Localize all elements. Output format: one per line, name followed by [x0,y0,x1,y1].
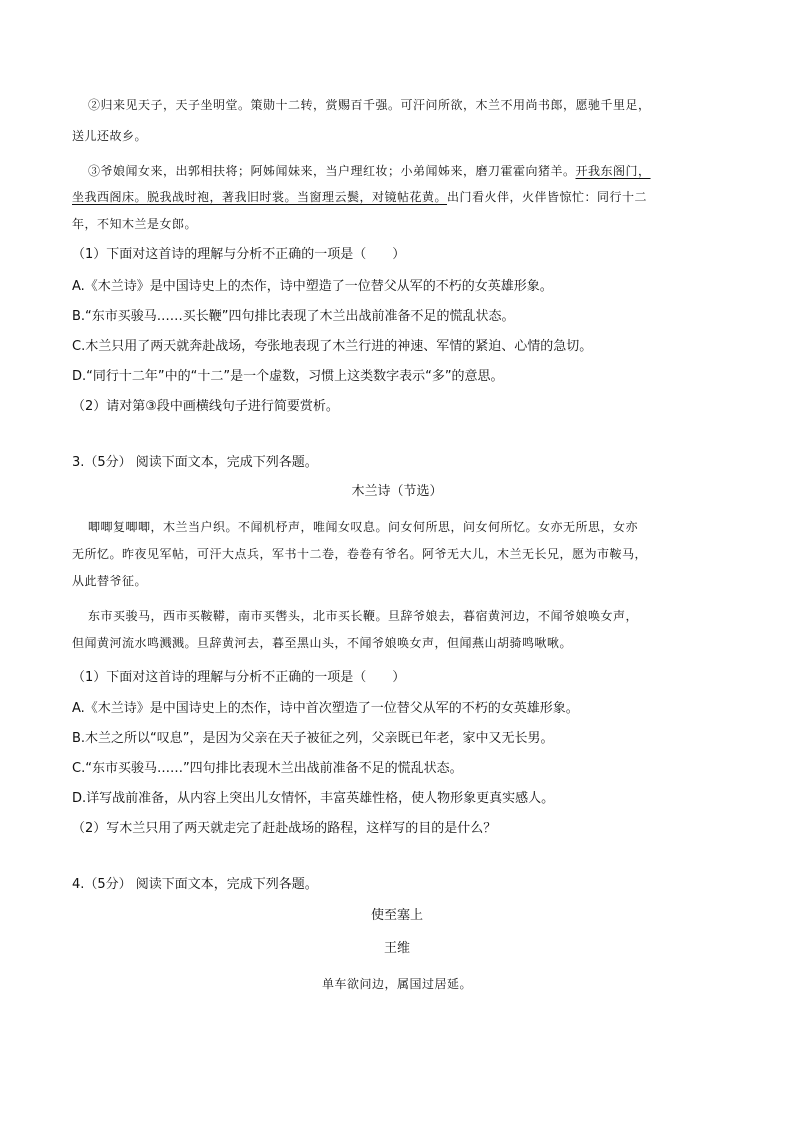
stanza-3-underlined-text: 开我东阁门， [575,164,651,178]
question-2-1-option-b: B.“东市买骏马……买长鞭”四句排比表现了木兰出战前准备不足的慌乱状态。 [72,309,515,324]
section-3-para-2-line-2: 但闻黄河流水鸣溅溅。旦辞黄河去，暮至黑山头，不闻爷娘唤女声，但闻燕山胡骑鸣啾啾。 [72,636,573,650]
section-4-poem-line-1: 单车欲问边，属国过居延。 [321,977,472,991]
question-2-2: （2）请对第③段中画横线句子进行简要赏析。 [72,399,339,414]
question-2-1-option-c: C.木兰只用了两天就奔赴战场，夸张地表现了木兰行进的神速、军情的紧迫、心情的急切。 [72,339,593,354]
section-4-poem-title: 使至塞上 [370,908,423,923]
stanza-3-plain-text: ③爷娘闻女来，出郭相扶将；阿姊闻妹来，当户理红妆；小弟闻姊来，磨刀霍霍向猪羊。 [88,164,576,178]
poem-stanza-2-line-2: 送儿还故乡。 [72,129,148,143]
question-3-1-option-c: C.“东市买骏马……”四句排比表现木兰出战前准备不足的慌乱状态。 [72,761,463,776]
question-2-1-option-d: D.“同行十二年”中的“十二”是一个虚数，习惯上这类数字表示“多”的意思。 [72,369,504,384]
question-3-1-option-d: D.详写战前准备，从内容上突出儿女情怀，丰富英雄性格，使人物形象更真实感人。 [72,791,555,806]
section-4-header: 4.（5分） 阅读下面文本，完成下列各题。 [72,877,318,892]
section-3-poem-title: 木兰诗（节选） [351,484,443,499]
question-2-1: （1）下面对这首诗的理解与分析不正确的一项是（ ） [72,247,406,262]
section-3-header: 3.（5分） 阅读下面文本，完成下列各题。 [72,455,318,470]
stanza-3-underlined-text-2: 坐我西阁床。脱我战时袍，著我旧时裳。当窗理云鬓，对镜帖花黄。 [72,190,448,204]
section-3-para-1-line-2: 无所忆。昨夜见军帖，可汗大点兵，军书十二卷，卷卷有爷名。阿爷无大儿，木兰无长兄，愿为市鞍马， [72,547,648,561]
question-3-2: （2）写木兰只用了两天就走完了赶赴战场的路程，这样写的目的是什么？ [72,821,497,836]
question-3-1-option-b: B.木兰之所以“叹息”，是因为父亲在天子被征之列，父亲既已年老，家中又无长男。 [72,731,554,746]
poem-stanza-3-line-1 [88,162,651,180]
question-3-1: （1）下面对这首诗的理解与分析不正确的一项是（ ） [72,670,406,685]
section-3-para-1-line-3: 从此替爷征。 [72,574,148,588]
poem-stanza-3-line-2 [72,188,647,206]
question-3-1-option-a: A.《木兰诗》是中国诗史上的杰作，诗中首次塑造了一位替父从军的不朽的女英雄形象。 [72,701,579,716]
section-3-para-1-line-1: 唧唧复唧唧，木兰当户织。不闻机杼声，唯闻女叹息。问女何所思，问女何所忆。女亦无所思，女亦 [88,520,639,534]
poem-stanza-2-line-1: ②归来见天子，天子坐明堂。策勋十二转，赏赐百千强。可汗问所欲，木兰不用尚书郎，愿驰千里足， [88,98,651,112]
section-4-poem-author: 王维 [383,941,410,956]
stanza-3-plain-text-2: 出门看火伴，火伴皆惊忙：同行十二 [447,190,648,204]
question-2-1-option-a: A.《木兰诗》是中国诗史上的杰作，诗中塑造了一位替父从军的不朽的女英雄形象。 [72,279,553,294]
section-3-para-2-line-1: 东市买骏马，西市买鞍鞯，南市买辔头，北市买长鞭。旦辞爷娘去，暮宿黄河边，不闻爷娘唤女声， [88,609,639,623]
poem-stanza-3-line-3: 年，不知木兰是女郎。 [72,217,198,231]
